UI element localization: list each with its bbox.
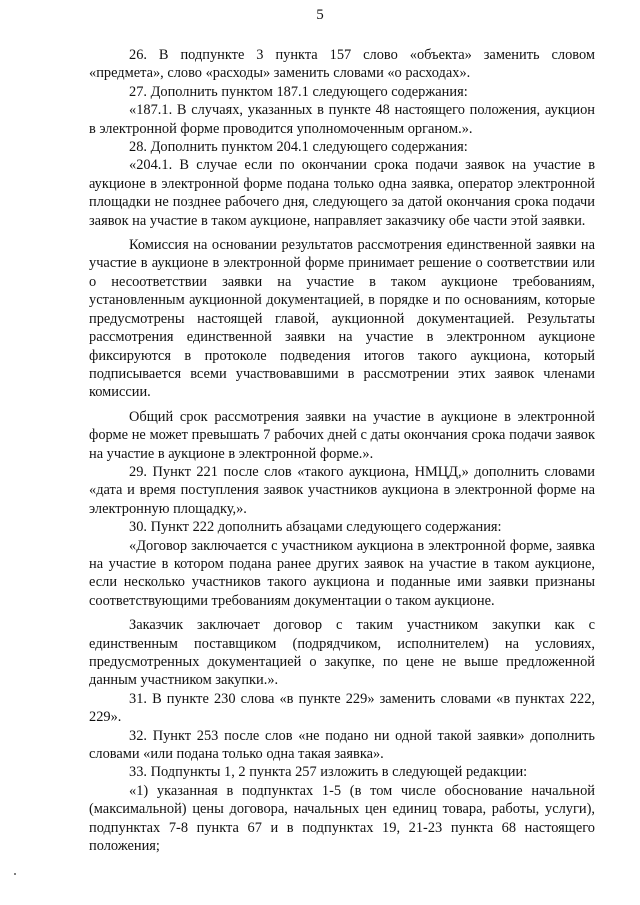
quote-204-1: «204.1. В случае если по окончании срока подачи заявок на участие в аукционе в электронной форме подана только одна заявка, оператор электронной площадки не позднее рабочего дня, следующего за датой окончания срока подачи заявок на участие в таком аукционе, направляет заказчику обе части этой заявки.	[89, 157, 595, 229]
paragraph-32: 32. Пункт 253 после слов «не подано ни одной такой заявки» дополнить словами «или подана только одна такая заявка».	[89, 727, 595, 763]
paragraph-28: 28. Дополнить пунктом 204.1 следующего содержания:	[129, 139, 468, 156]
paragraph-31: 31. В пункте 230 слова «в пункте 229» заменить словами «в пунктах 222, 229».	[89, 690, 595, 726]
quote-187-1: «187.1. В случаях, указанных в пункте 48 настоящего положения, аукцион в электронной форме проводится уполномоченным органом.».	[89, 102, 595, 137]
quote-contract: «Договор заключается с участником аукциона в электронной форме, заявка на участие в котором подана ранее других заявок на участие в таком аукционе, если несколько участников такого аукциона и поданные ими заявки признаны соответствующими требованиям документации о таком аукционе.	[89, 537, 595, 609]
page-number: 5	[316, 7, 324, 23]
document-body	[89, 46, 595, 855]
paragraph-commission: Комиссия на основании результатов рассмотрения единственной заявки на участие в аукционе в электронной форме принимает решение о соответствии или о несоответствии заявки на участие в таком аукционе требованиям, установленным аукционной документацией, в порядке и по основаниям, которые предусмотрены настоящей главой, аукционной документацией. Результаты рассмотрения единственной заявки на участие в электронном аукционе фиксируются в протоколе подведения итогов такого аукциона, который подписывается всеми участвовавшими в рассмотрении этих заявок членами комиссии.	[89, 237, 595, 401]
paragraph-customer: Заказчик заключает договор с таким участником закупки как с единственным поставщиком (подрядчиком, исполнителем) на условиях, предусмотренных документацией о закупке, по цене не выше предложенной данным участником закупки.».	[89, 617, 595, 689]
paragraph-review-term: Общий срок рассмотрения заявки на участие в аукционе в электронной форме не может превышать 7 рабочих дней с даты окончания срока подачи заявок на участие в аукционе в электронной форме.».	[89, 408, 595, 462]
subpoint-1: «1) указанная в подпунктах 1-5 (в том числе обоснование начальной (максимальной) цены договора, начальных цен единиц товара, работы, услуги), подпунктах 7-8 пункта 67 и в подпунктах 19, 21-23 пункта 68 настоящего положения;	[89, 782, 595, 855]
scan-speck	[14, 873, 16, 875]
paragraph-33: 33. Подпункты 1, 2 пункта 257 изложить в следующей редакции:	[129, 764, 528, 781]
paragraph-26: 26. В подпункте 3 пункта 157 слово «объекта» заменить словом «предмета», слово «расходы» заменить словами «о расходах».	[89, 47, 595, 82]
paragraph-29: 29. Пункт 221 после слов «такого аукциона, НМЦД,» дополнить словами «дата и время поступления заявок участников аукциона в электронной форме на электронную площадку,».	[89, 463, 595, 517]
paragraph-27: 27. Дополнить пунктом 187.1 следующего содержания:	[129, 83, 468, 100]
paragraph-30: 30. Пункт 222 дополнить абзацами следующего содержания:	[129, 519, 502, 536]
